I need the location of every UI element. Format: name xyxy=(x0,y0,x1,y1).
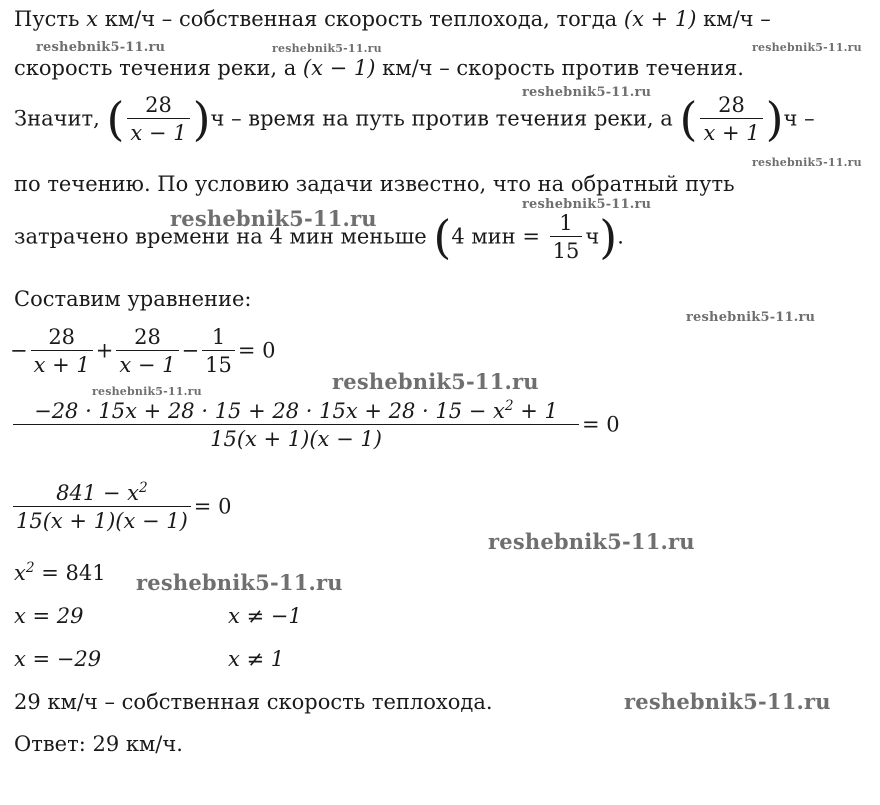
fraction-numerator xyxy=(53,482,151,506)
equation-1 xyxy=(10,326,276,376)
fraction-denominator: 15 xyxy=(202,350,235,376)
text-segment: 29 км/ч – собственная скорость теплохода. xyxy=(14,690,493,714)
restriction-1 xyxy=(228,606,302,627)
fraction-four-minutes xyxy=(550,212,583,262)
equation-fraction-3 xyxy=(202,326,235,376)
left-paren: ( xyxy=(433,210,452,265)
math-variable: x xyxy=(14,561,26,585)
fraction-denominator: x − 1 xyxy=(127,118,189,144)
math-expression: (x − 1) xyxy=(302,56,376,80)
root-2 xyxy=(14,649,101,670)
math-variable: x xyxy=(86,7,99,31)
text-segment: скорость течения реки, а xyxy=(14,56,303,80)
answer xyxy=(14,734,183,755)
restriction-value: x ≠ −1 xyxy=(228,604,302,628)
watermark: reshebnik5-11.ru xyxy=(624,689,831,714)
fraction-denominator: 15(x + 1)(x − 1) xyxy=(13,424,579,450)
left-paren: ( xyxy=(106,92,125,147)
line-1 xyxy=(14,9,771,30)
math-expression: (x + 1) xyxy=(623,7,697,31)
right-paren: ) xyxy=(765,92,784,147)
right-paren: ) xyxy=(192,92,211,147)
fraction-numerator: 1 xyxy=(211,325,226,349)
fraction-numerator: 28 xyxy=(145,93,172,117)
watermark: reshebnik5-11.ru xyxy=(92,385,202,398)
line-4 xyxy=(14,174,735,195)
minus-sign: − xyxy=(181,338,200,363)
exponent: 2 xyxy=(138,480,148,496)
restriction-2 xyxy=(228,649,284,670)
fraction-denominator: 15(x + 1)(x − 1) xyxy=(13,506,191,532)
minus-sign: − xyxy=(10,338,28,363)
equals-zero: = 0 xyxy=(582,412,620,437)
root-value: x = 29 xyxy=(14,604,84,628)
text-segment: км/ч – собственная скорость теплохода, тогда xyxy=(98,7,624,31)
watermark: reshebnik5-11.ru xyxy=(686,310,816,325)
watermark: reshebnik5-11.ru xyxy=(522,197,652,212)
watermark: reshebnik5-11.ru xyxy=(488,529,695,554)
fraction-numerator: 28 xyxy=(718,93,745,117)
watermark: reshebnik5-11.ru xyxy=(752,156,862,169)
fraction-upstream-time xyxy=(127,94,189,144)
text-segment: по течению. По условию задачи известно, что на обратный путь xyxy=(14,172,735,196)
fraction-downstream-time xyxy=(700,94,762,144)
left-paren: ( xyxy=(679,92,698,147)
equals-zero: = 0 xyxy=(237,338,276,363)
text-segment: затрачено времени на 4 мин меньше xyxy=(14,224,434,249)
numerator-text: −28 · 15x + 28 · 15 + 28 · 15x + 28 · 15 − x xyxy=(34,399,505,423)
equation-reduced-fraction xyxy=(13,482,191,532)
numerator-tail: + 1 xyxy=(513,399,558,423)
watermark: reshebnik5-11.ru xyxy=(522,85,652,100)
equation-fraction-1 xyxy=(31,326,93,376)
exponent: 2 xyxy=(25,560,35,576)
text-segment: ч xyxy=(585,224,600,249)
watermark: reshebnik5-11.ru xyxy=(272,42,382,55)
equation-4 xyxy=(14,560,106,585)
watermark: reshebnik5-11.ru xyxy=(332,369,539,394)
line-2 xyxy=(14,58,744,79)
right-paren: ) xyxy=(599,210,618,265)
root-1 xyxy=(14,606,84,627)
text-segment: Составим уравнение: xyxy=(14,287,252,311)
watermark: reshebnik5-11.ru xyxy=(136,570,343,595)
text-segment: = 841 xyxy=(34,561,106,585)
fraction-denominator: 15 xyxy=(550,236,583,262)
text-segment: км/ч – xyxy=(696,7,771,31)
equation-big-fraction xyxy=(13,400,579,450)
text-segment: ч – xyxy=(783,106,815,131)
plus-sign: + xyxy=(95,338,114,363)
text-segment: Пусть xyxy=(14,7,87,31)
fraction-denominator: x + 1 xyxy=(700,118,762,144)
watermark: reshebnik5-11.ru xyxy=(752,41,862,54)
text-segment: Значит, xyxy=(14,106,107,131)
watermark: reshebnik5-11.ru xyxy=(170,206,377,231)
equals-zero: = 0 xyxy=(193,494,232,519)
text-segment: ч – время на путь против течения реки, а xyxy=(210,106,680,131)
equation-2 xyxy=(10,400,620,450)
fraction-numerator xyxy=(31,400,561,424)
restriction-value: x ≠ 1 xyxy=(228,647,285,671)
text-segment: км/ч – скорость против течения. xyxy=(375,56,744,80)
fraction-numerator: 28 xyxy=(48,325,76,349)
text-segment: 4 мин = xyxy=(451,224,547,249)
root-value: x = −29 xyxy=(14,647,102,671)
text-segment: . xyxy=(617,224,624,249)
fraction-numerator: 1 xyxy=(559,211,573,235)
equation-fraction-2 xyxy=(116,326,178,376)
fraction-numerator: 28 xyxy=(134,325,161,349)
conclusion xyxy=(14,692,493,713)
text-segment: Ответ: 29 км/ч. xyxy=(14,732,183,756)
fraction-denominator: x + 1 xyxy=(31,350,93,376)
line-6 xyxy=(14,289,252,310)
exponent: 2 xyxy=(504,398,514,414)
equation-3 xyxy=(10,482,231,532)
fraction-denominator: x − 1 xyxy=(116,350,178,376)
numerator-text: 841 − x xyxy=(56,481,139,505)
watermark: reshebnik5-11.ru xyxy=(36,40,166,55)
